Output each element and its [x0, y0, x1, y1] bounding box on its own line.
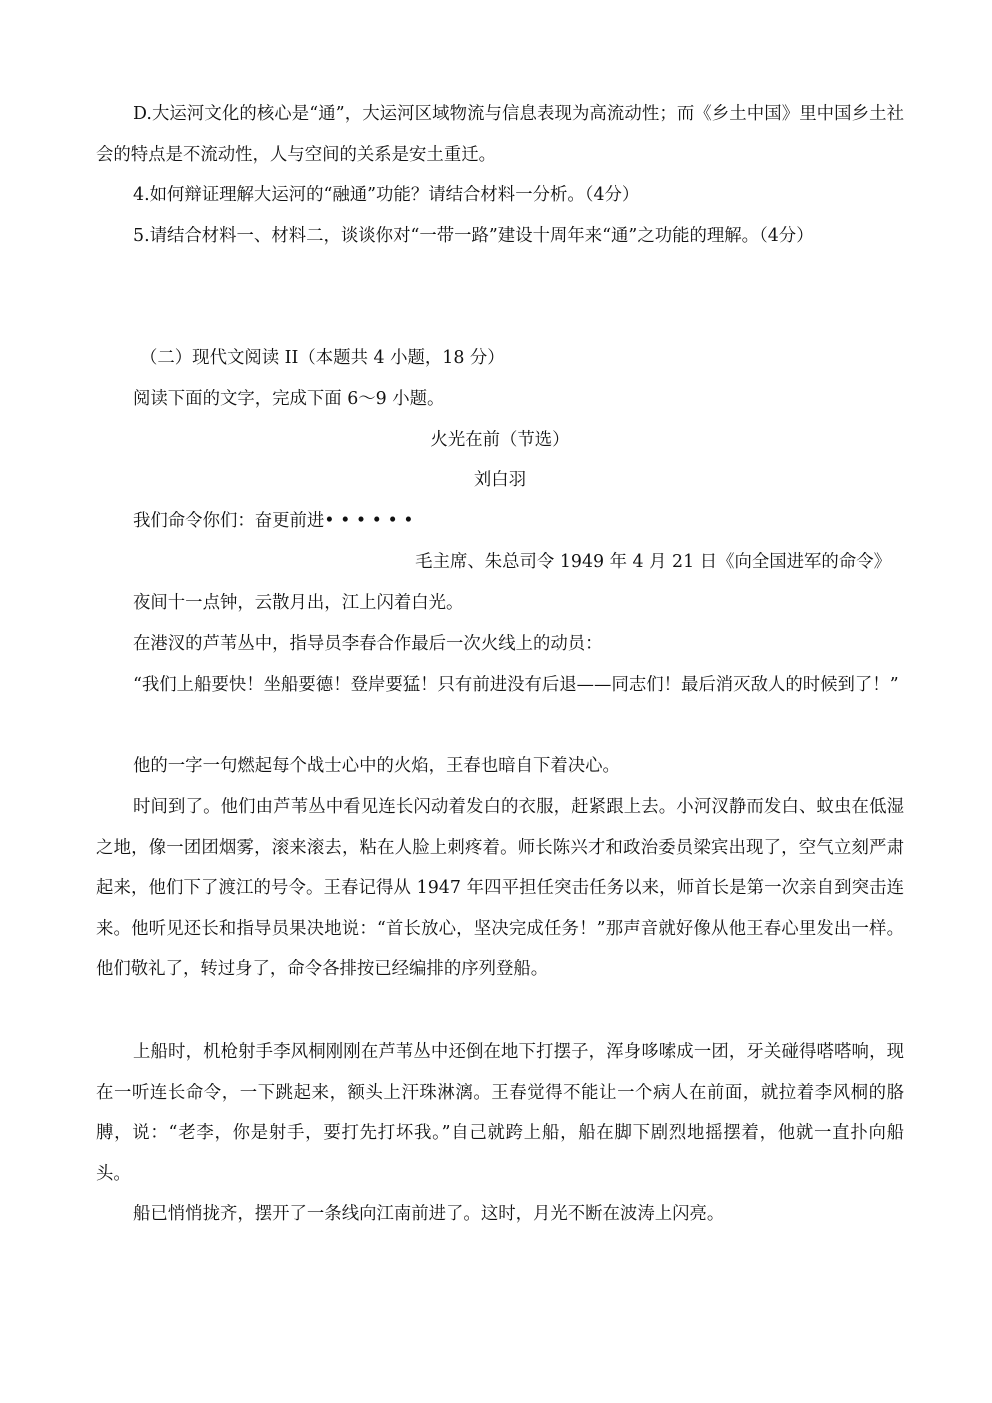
section-heading: （二）现代文阅读 II（本题共 4 小题，18 分）	[140, 348, 505, 368]
section-instruction: 阅读下面的文字，完成下面 6～9 小题。	[133, 389, 445, 409]
article-paragraph: 夜间十一点钟，云散月出，江上闪着白光。	[133, 593, 464, 613]
article-paragraph: “我们上船要快！坐船要德！登岸要猛！只有前进没有后退——同志们！最后消灭敌人的时候到了！”	[133, 675, 899, 695]
article-author: 刘白羽	[473, 470, 527, 490]
option-d-text: D.大运河文化的核心是“通”，大运河区域物流与信息表现为高流动性；而《乡土中国》里中国乡土社会的特点是不流动性，人与空间的关系是安土重迁。	[96, 104, 904, 165]
epigraph: 我们命令你们：奋更前进• • • • • •	[133, 511, 414, 531]
article-title: 火光在前（节选）	[430, 430, 570, 450]
article-paragraph: 时间到了。他们由芦苇丛中看见连长闪动着发白的衣服，赶紧跟上去。小河汊静而发白、蚊虫在低湿之地，像一团团烟雾，滚来滚去，粘在人脸上刺疼着。师长陈兴才和政治委员梁宾出现了，空气立刻严肃起来，他们下了渡江的号令。王春记得从 1947 年四平担任突击任务以来，师首长是第一次亲自到突击连来。他听见还长和指导员果决地说：“首长放心，坚决完成任务！”那声音就好像从他王春心里发出一样。他们敬礼了，转过身了，命令各排按已经编排的序列登船。	[96, 797, 904, 979]
epigraph-source: 毛主席、朱总司令 1949 年 4 月 21 日《向全国进军的命令》	[415, 552, 891, 572]
article-paragraph: 船已悄悄拢齐，摆开了一条线向江南前进了。这时，月光不断在波涛上闪亮。	[133, 1204, 725, 1224]
article-paragraph: 在港汊的芦苇丛中，指导员李春合作最后一次火线上的动员：	[133, 634, 603, 654]
question-4: 4.如何辩证理解大运河的“融通”功能？请结合材料一分析。（4分）	[133, 185, 640, 205]
question-5: 5.请结合材料一、材料二，谈谈你对“一带一路”建设十周年来“通”之功能的理解。（4分）	[133, 226, 814, 246]
article-paragraph: 他的一字一句燃起每个战士心中的火焰，王春也暗自下着决心。	[133, 756, 620, 776]
article-paragraph: 上船时，机枪射手李风桐刚刚在芦苇丛中还倒在地下打摆子，浑身哆嗦成一团，牙关碰得嗒嗒响，现在一听连长命令，一下跳起来，额头上汗珠淋漓。王春觉得不能让一个病人在前面，就拉着李风桐的胳膊，说：“老李，你是射手，要打先打坏我。”自己就跨上船，船在脚下剧烈地摇摆着，他就一直扑向船头。	[96, 1042, 904, 1184]
